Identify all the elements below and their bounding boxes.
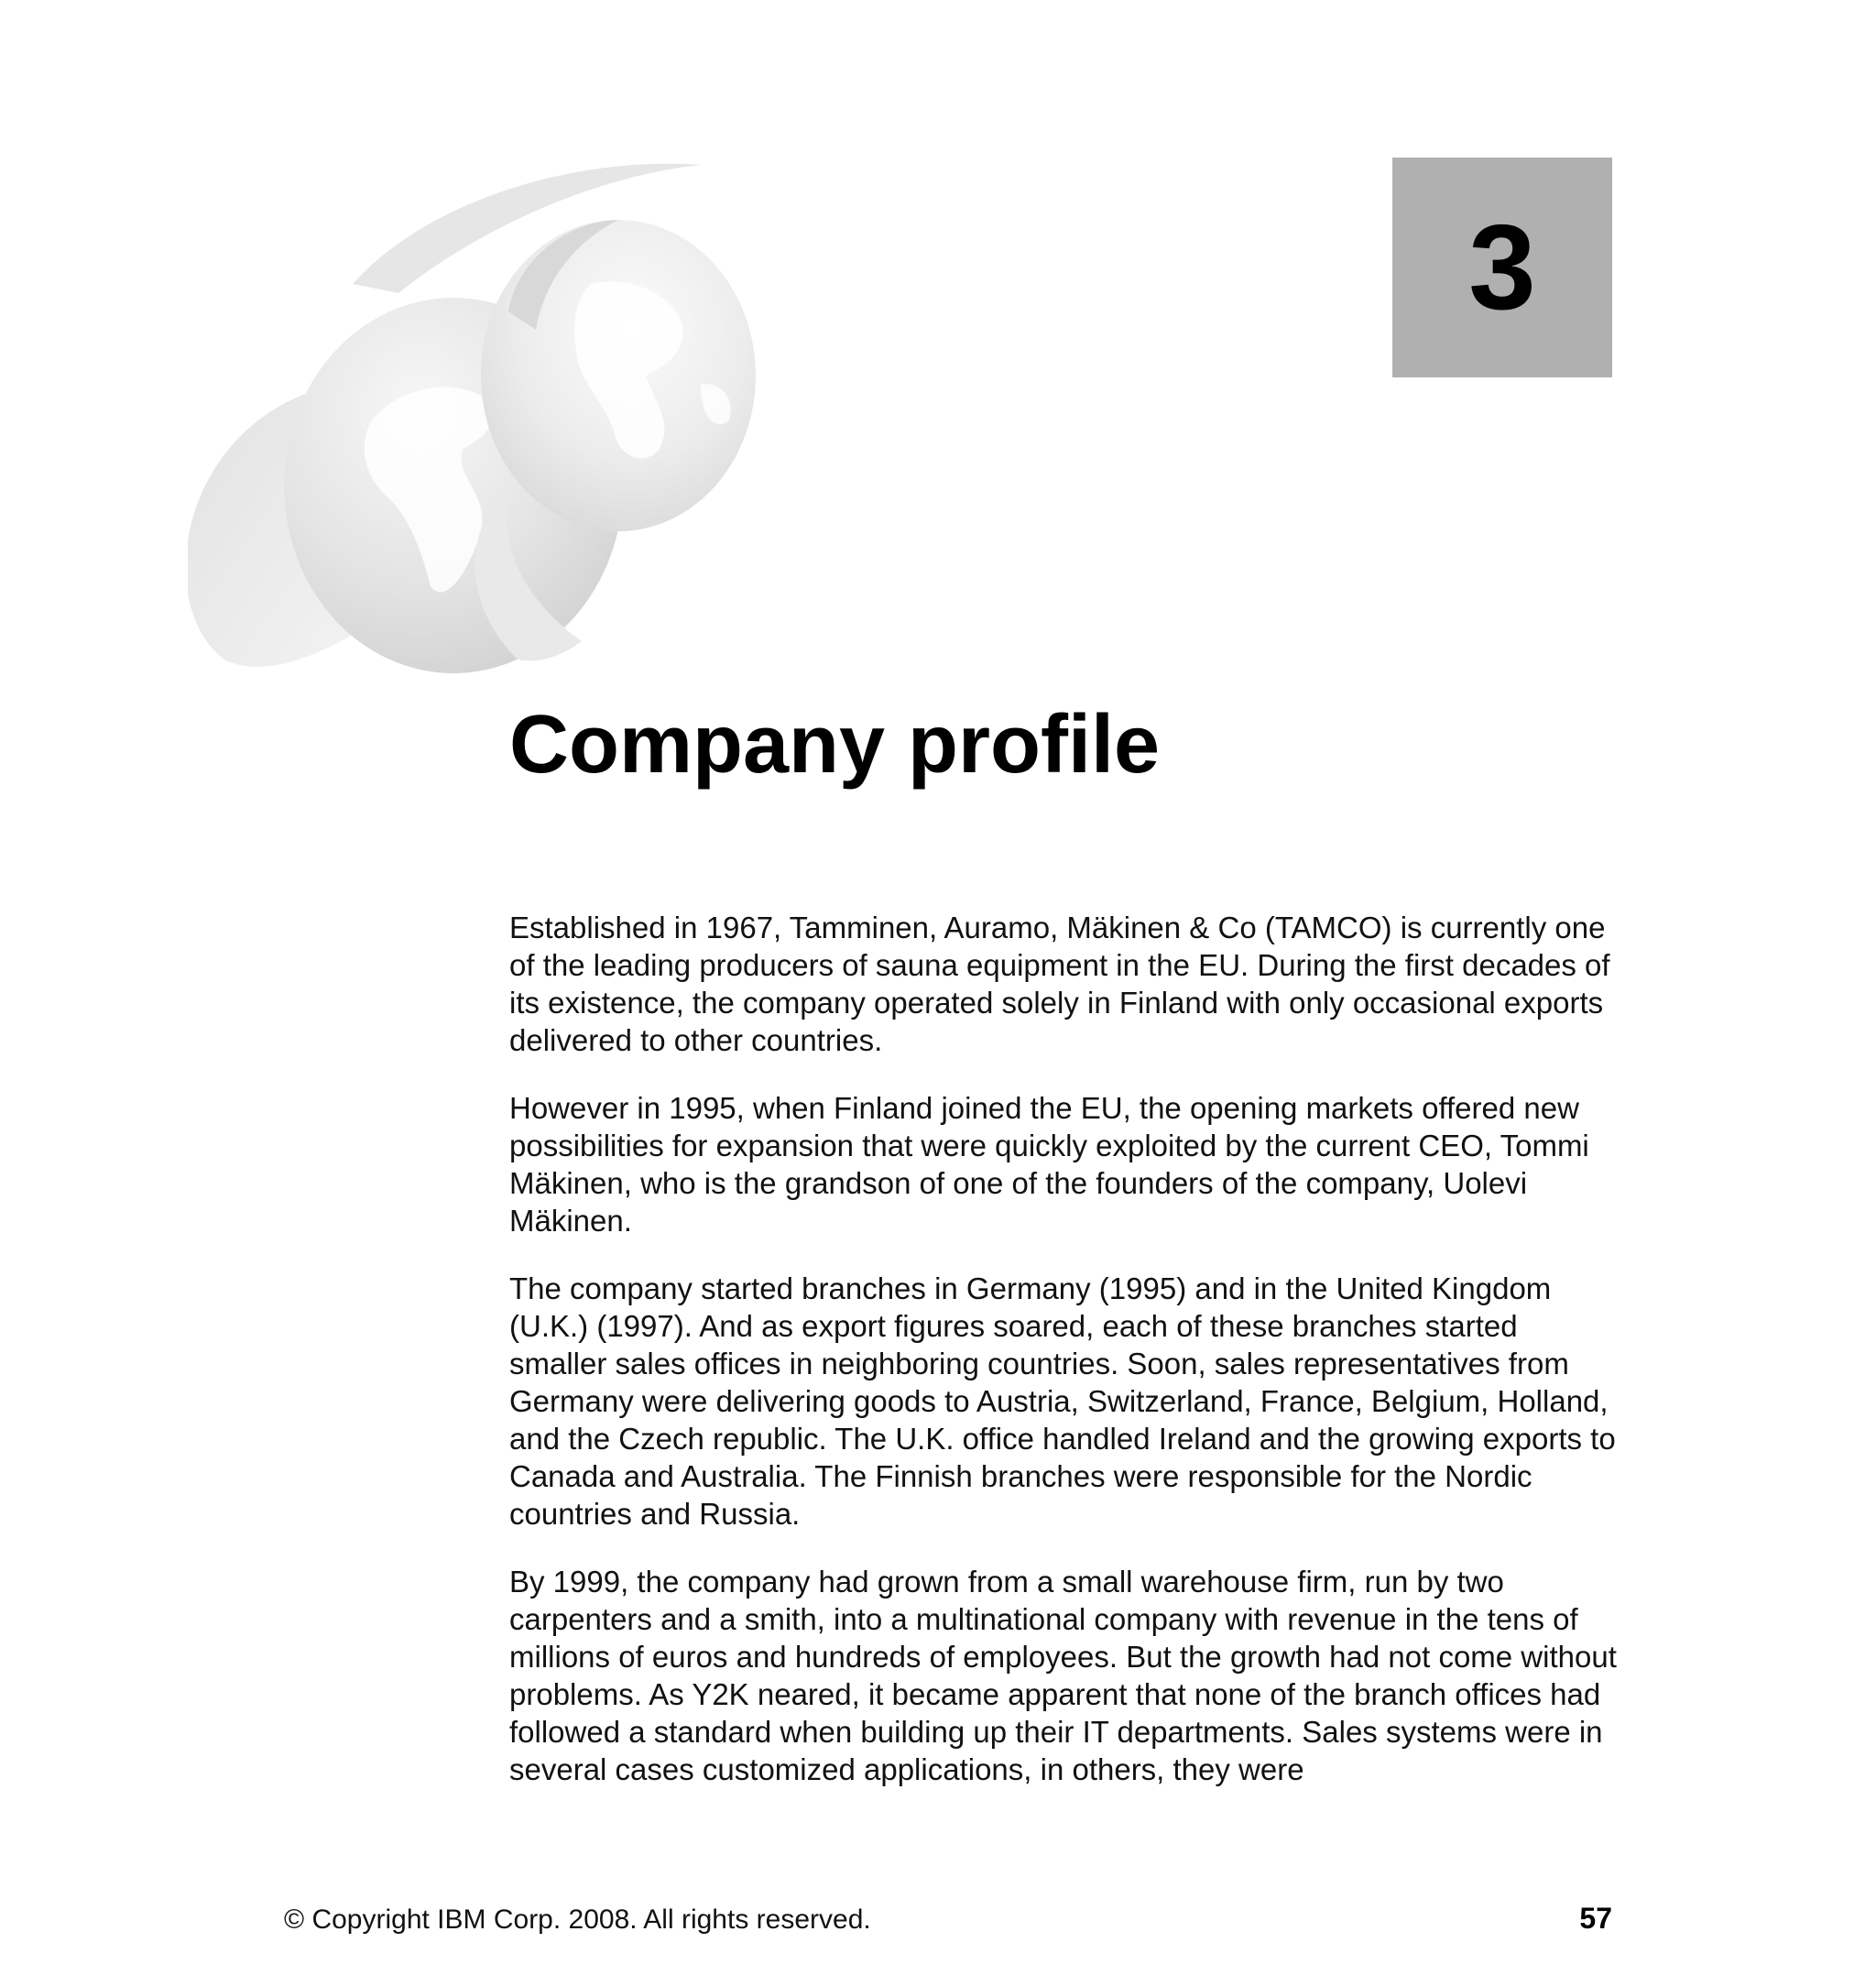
paragraph: Established in 1967, Tamminen, Auramo, Mäkinen & Co (TAMCO) is currently one of the leading producers of sauna equipment in the EU. During the first decades of its existence, the company operated solely in Finland with only occasional exports delivered to other countries. xyxy=(509,911,1610,1057)
paragraph: By 1999, the company had grown from a small warehouse firm, run by two carpenters and a smith, into a multinational company with revenue in the tens of millions of euros and hundreds of employees. But the growth had not come without problems. As Y2K neared, it became apparent that none of the branch offices had followed a standard when building up their IT departments. Sales systems were in several cases customized applications, in others, they were xyxy=(509,1565,1617,1786)
page-footer xyxy=(284,1902,1612,1936)
chapter-number-box xyxy=(1392,158,1612,377)
globe-swirl-icon xyxy=(188,147,829,678)
copyright-notice: © Copyright IBM Corp. 2008. All rights reserved. xyxy=(284,1904,871,1935)
chapter-number: 3 xyxy=(1468,200,1536,334)
body-text xyxy=(509,909,1622,1818)
paragraph: However in 1995, when Finland joined the EU, the opening markets offered new possibilities for expansion that were quickly exploited by the current CEO, Tommi Mäkinen, who is the grandson of one of the founders of the company, Uolevi Mäkinen. xyxy=(509,1091,1589,1238)
paragraph: The company started branches in Germany (1995) and in the United Kingdom (U.K.) (1997). And as export figures soared, each of these branches started smaller sales offices in neighboring countries. Soon, sales representatives from Germany were delivering goods to Austria, Switzerland, France, Belgium, Holland, and the Czech republic. The U.K. office handled Ireland and the growing exports to Canada and Australia. The Finnish branches were responsible for the Nordic countries and Russia. xyxy=(509,1271,1616,1531)
page-number: 57 xyxy=(1579,1902,1612,1935)
chapter-title: Company profile xyxy=(509,699,1161,791)
